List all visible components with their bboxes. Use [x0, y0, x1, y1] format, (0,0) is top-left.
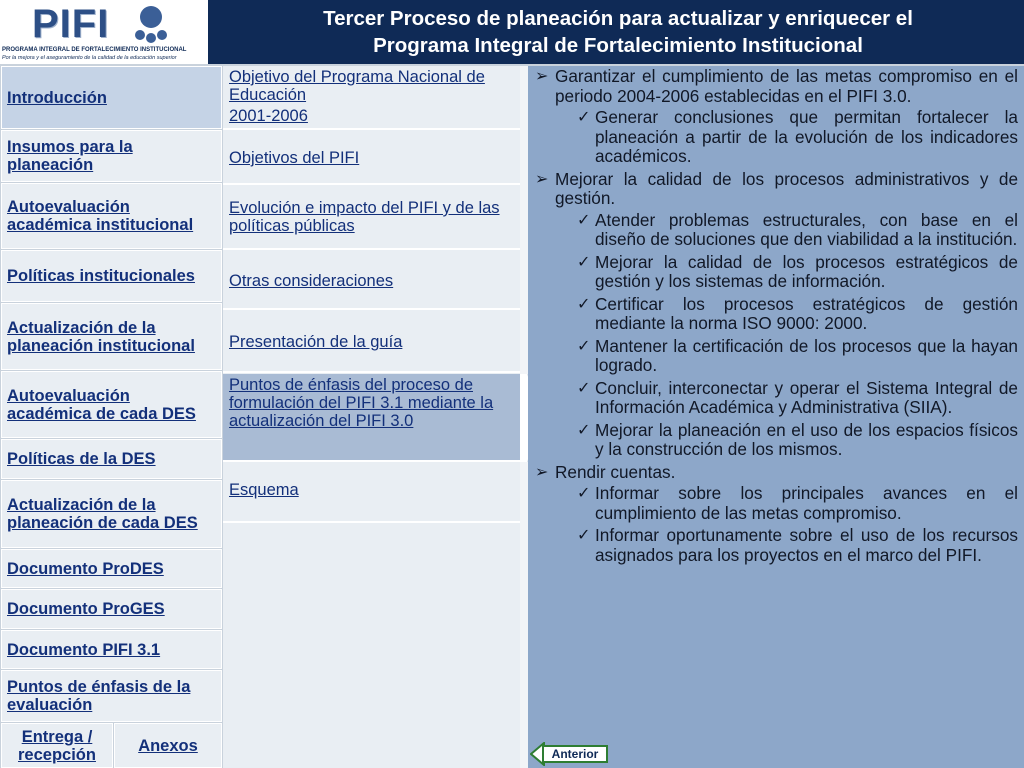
sub-objective-item [534, 211, 1018, 250]
nav-introduccion[interactable]: Introducción [1, 66, 222, 129]
arrow-bullet-icon: ➢ [535, 170, 549, 188]
item-text: Mejorar la calidad de los procesos estratégicos de gestión y los sistemas de información. [595, 251, 1018, 291]
check-bullet-icon: ✓ [577, 379, 591, 397]
check-bullet-icon: ✓ [577, 421, 591, 439]
item-text: Garantizar el cumplimiento de las metas compromiso en el periodo 2004-2006 establecidas en el PIFI 3.0. [555, 66, 1018, 106]
item-text: Rendir cuentas. [555, 461, 676, 482]
page-title [212, 5, 1024, 59]
menu-puntos-enfasis-proceso[interactable]: Puntos de énfasis del proceso de formulación del PIFI 3.1 mediante la actualización del PIFI 3.0 [223, 374, 520, 462]
menu-objetivo-period: 2001-2006 [229, 107, 308, 125]
nav-documento-prodes[interactable]: Documento ProDES [1, 549, 222, 588]
nav-autoevaluacion-des[interactable]: Autoevaluación académica de cada DES [1, 371, 222, 438]
sub-objective-item [534, 108, 1018, 167]
menu-objetivo-programa-nacional[interactable] [223, 66, 520, 130]
item-text: Mejorar la calidad de los procesos administrativos y de gestión. [555, 168, 1018, 208]
nav-documento-pifi[interactable]: Documento PIFI 3.1 [1, 630, 222, 669]
check-bullet-icon: ✓ [577, 253, 591, 271]
check-bullet-icon: ✓ [577, 527, 591, 544]
pifi-logo [0, 0, 208, 64]
nav-puntos-enfasis-evaluacion[interactable]: Puntos de énfasis de la evaluación [1, 670, 222, 722]
objective-item [534, 463, 1018, 483]
item-text: Informar sobre los principales avances en el cumplimiento de las metas compromiso. [595, 483, 1018, 523]
nav-entrega-recepcion[interactable]: Entrega / recepción [1, 723, 113, 768]
anterior-label: Anterior [542, 745, 608, 763]
sub-objective-item [534, 253, 1018, 292]
check-bullet-icon: ✓ [577, 295, 591, 313]
sub-objective-item [534, 379, 1018, 418]
nav-insumos-planeacion[interactable]: Insumos para la planeación [1, 130, 222, 182]
objectives-list [534, 67, 1018, 568]
objective-item [534, 67, 1018, 106]
sub-objective-item [534, 337, 1018, 376]
nav-politicas-des[interactable]: Políticas de la DES [1, 439, 222, 479]
arrow-bullet-icon: ➢ [535, 68, 549, 85]
objective-item [534, 170, 1018, 209]
nav-actualizacion-planeacion-institucional[interactable]: Actualización de la planeación institucional [1, 303, 222, 370]
logo-tagline: Por la mejora y el aseguramiento de la calidad de la educación superior [2, 55, 177, 61]
check-bullet-icon: ✓ [577, 485, 591, 502]
anterior-button[interactable] [530, 742, 610, 766]
item-text: Certificar los procesos estratégicos de gestión mediante la norma ISO 9000: 2000. [595, 293, 1018, 333]
menu-otras-consideraciones[interactable]: Otras consideraciones [223, 251, 520, 310]
logo-program-name: PROGRAMA INTEGRAL DE FORTALECIMIENTO INSTITUCIONAL [2, 47, 187, 53]
logo-dots-icon [134, 2, 168, 44]
item-text: Generar conclusiones que permitan fortalecer la planeación a partir de la evolución de los indicadores académicos. [595, 107, 1018, 166]
menu-objetivo-label: Objetivo del Programa Nacional de Educación [229, 68, 485, 104]
logo-word: PIFI [32, 2, 110, 46]
title-line-2: Programa Integral de Fortalecimiento Institucional [373, 34, 863, 57]
sub-objective-item [534, 526, 1018, 565]
title-line-1: Tercer Proceso de planeación para actualizar y enriquecer el [323, 7, 913, 30]
header-bar [0, 0, 1024, 64]
sub-objective-item [534, 295, 1018, 334]
check-bullet-icon: ✓ [577, 337, 591, 355]
check-bullet-icon: ✓ [577, 109, 591, 126]
menu-presentacion-guia[interactable]: Presentación de la guía [223, 311, 520, 373]
nav-anexos[interactable]: Anexos [114, 723, 222, 768]
arrow-bullet-icon: ➢ [535, 463, 549, 481]
item-text: Concluir, interconectar y operar el Sistema Integral de Información Académica y Administrativa (SIIA). [595, 377, 1018, 417]
sub-objective-item [534, 484, 1018, 523]
nav-autoevaluacion-institucional[interactable]: Autoevaluación académica institucional [1, 183, 222, 249]
menu-evolucion-impacto[interactable]: Evolución e impacto del PIFI y de las políticas públicas [223, 186, 520, 250]
sub-objective-item [534, 421, 1018, 460]
menu-esquema[interactable]: Esquema [223, 463, 520, 523]
nav-actualizacion-planeacion-des[interactable]: Actualización de la planeación de cada DES [1, 480, 222, 548]
item-text: Mantener la certificación de los procesos que la hayan logrado. [595, 335, 1018, 375]
nav-politicas-institucionales[interactable]: Políticas institucionales [1, 250, 222, 302]
item-text: Mejorar la planeación en el uso de los espacios físicos y la construcción de los mismos. [595, 419, 1018, 459]
nav-documento-proges[interactable]: Documento ProGES [1, 589, 222, 629]
item-text: Informar oportunamente sobre el uso de los recursos asignados para los proyectos en el marco del PIFI. [595, 525, 1018, 565]
item-text: Atender problemas estructurales, con base en el diseño de soluciones que den viabilidad a la institución. [595, 209, 1018, 249]
check-bullet-icon: ✓ [577, 211, 591, 229]
menu-objetivos-pifi[interactable]: Objetivos del PIFI [223, 131, 520, 185]
